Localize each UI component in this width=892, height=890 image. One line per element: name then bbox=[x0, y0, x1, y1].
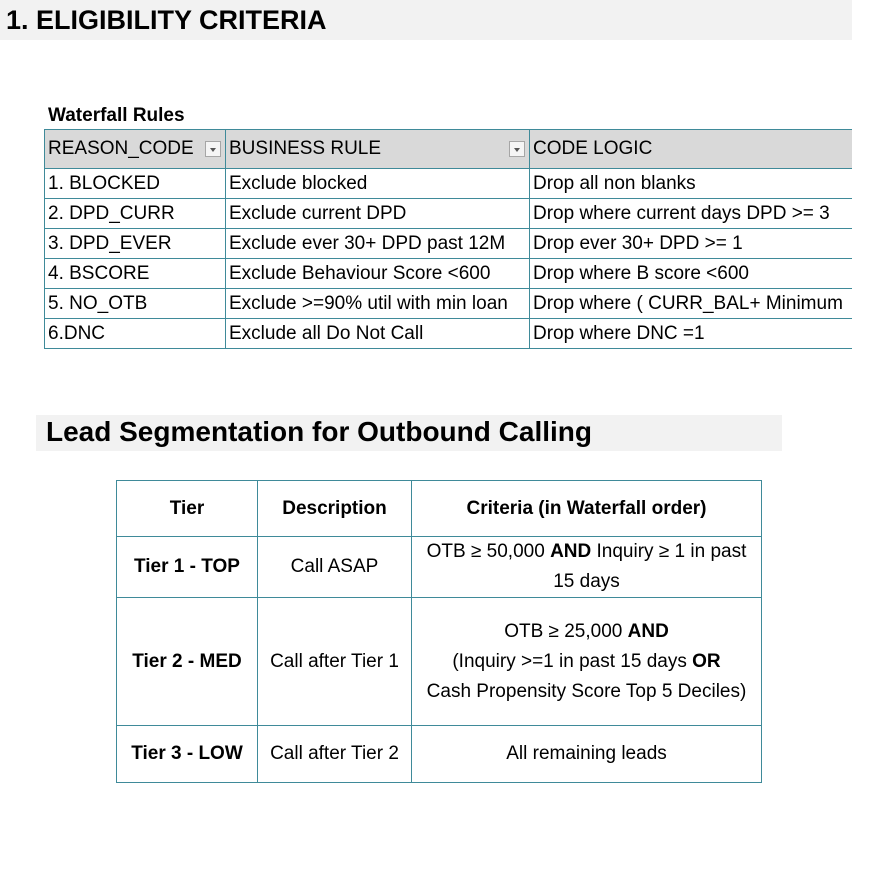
table-header-row bbox=[45, 130, 853, 169]
cell-code-logic[interactable]: Drop where current days DPD >= 3 bbox=[530, 199, 853, 229]
cell-reason-code[interactable]: 4. BSCORE bbox=[45, 259, 226, 289]
cell-code-logic[interactable]: Drop all non blanks bbox=[530, 169, 853, 199]
column-header-label: REASON_CODE bbox=[48, 138, 194, 159]
cell-business-rule[interactable]: Exclude ever 30+ DPD past 12M bbox=[226, 229, 530, 259]
column-header-label: CODE LOGIC bbox=[533, 138, 653, 159]
cell-code-logic[interactable]: Drop ever 30+ DPD >= 1 bbox=[530, 229, 853, 259]
cell-business-rule[interactable]: Exclude all Do Not Call bbox=[226, 319, 530, 349]
cell-description: Call ASAP bbox=[258, 537, 412, 598]
criteria-text: Inquiry ≥ 1 in past 15 days bbox=[553, 541, 747, 592]
table-row bbox=[117, 537, 762, 598]
cell-tier: Tier 3 - LOW bbox=[117, 726, 258, 783]
table-row bbox=[45, 169, 853, 199]
table-row bbox=[45, 319, 853, 349]
table-row bbox=[45, 289, 853, 319]
cell-criteria: All remaining leads bbox=[412, 726, 762, 783]
table-row bbox=[45, 259, 853, 289]
cell-tier: Tier 2 - MED bbox=[117, 598, 258, 726]
table-row bbox=[117, 726, 762, 783]
criteria-line bbox=[414, 677, 759, 707]
cell-criteria bbox=[412, 598, 762, 726]
table-row bbox=[117, 598, 762, 726]
filter-dropdown-icon[interactable] bbox=[205, 141, 221, 157]
cell-code-logic[interactable]: Drop where DNC =1 bbox=[530, 319, 853, 349]
criteria-line bbox=[414, 647, 759, 677]
cell-business-rule[interactable]: Exclude current DPD bbox=[226, 199, 530, 229]
cell-description: Call after Tier 2 bbox=[258, 726, 412, 783]
cell-business-rule[interactable]: Exclude >=90% util with min loan bbox=[226, 289, 530, 319]
criteria-text: (Inquiry >=1 in past 15 days bbox=[452, 650, 693, 672]
criteria-operator: AND bbox=[550, 541, 592, 562]
cell-business-rule[interactable]: Exclude blocked bbox=[226, 169, 530, 199]
column-header-label: BUSINESS RULE bbox=[229, 138, 382, 159]
column-header-description: Description bbox=[258, 481, 412, 537]
section-heading-eligibility: 1. ELIGIBILITY CRITERIA bbox=[0, 0, 852, 40]
cell-reason-code[interactable]: 6.DNC bbox=[45, 319, 226, 349]
cell-tier: Tier 1 - TOP bbox=[117, 537, 258, 598]
criteria-text: Cash Propensity Score Top 5 Deciles) bbox=[426, 680, 747, 702]
column-header-business-rule bbox=[226, 130, 530, 169]
cell-description: Call after Tier 1 bbox=[258, 598, 412, 726]
table-row bbox=[45, 199, 853, 229]
section-heading-lead-segmentation: Lead Segmentation for Outbound Calling bbox=[36, 415, 782, 451]
cell-reason-code[interactable]: 2. DPD_CURR bbox=[45, 199, 226, 229]
column-header-criteria: Criteria (in Waterfall order) bbox=[412, 481, 762, 537]
cell-criteria bbox=[412, 537, 762, 598]
cell-reason-code[interactable]: 3. DPD_EVER bbox=[45, 229, 226, 259]
table-header-row bbox=[117, 481, 762, 537]
cell-code-logic[interactable]: Drop where ( CURR_BAL+ Minimum bbox=[530, 289, 853, 319]
criteria-line bbox=[414, 617, 759, 647]
criteria-operator: OR bbox=[692, 650, 721, 672]
waterfall-rules-table bbox=[44, 129, 852, 349]
waterfall-rules-label: Waterfall Rules bbox=[48, 105, 185, 126]
column-header-reason-code bbox=[45, 130, 226, 169]
criteria-text: OTB ≥ 25,000 bbox=[504, 620, 628, 642]
cell-code-logic[interactable]: Drop where B score <600 bbox=[530, 259, 853, 289]
cell-reason-code[interactable]: 5. NO_OTB bbox=[45, 289, 226, 319]
table-row bbox=[45, 229, 853, 259]
column-header-tier: Tier bbox=[117, 481, 258, 537]
cell-business-rule[interactable]: Exclude Behaviour Score <600 bbox=[226, 259, 530, 289]
lead-segmentation-table bbox=[116, 480, 762, 783]
filter-dropdown-icon[interactable] bbox=[509, 141, 525, 157]
criteria-text: OTB ≥ 50,000 bbox=[426, 541, 551, 562]
cell-reason-code[interactable]: 1. BLOCKED bbox=[45, 169, 226, 199]
column-header-code-logic bbox=[530, 130, 853, 169]
criteria-operator: AND bbox=[627, 620, 669, 642]
